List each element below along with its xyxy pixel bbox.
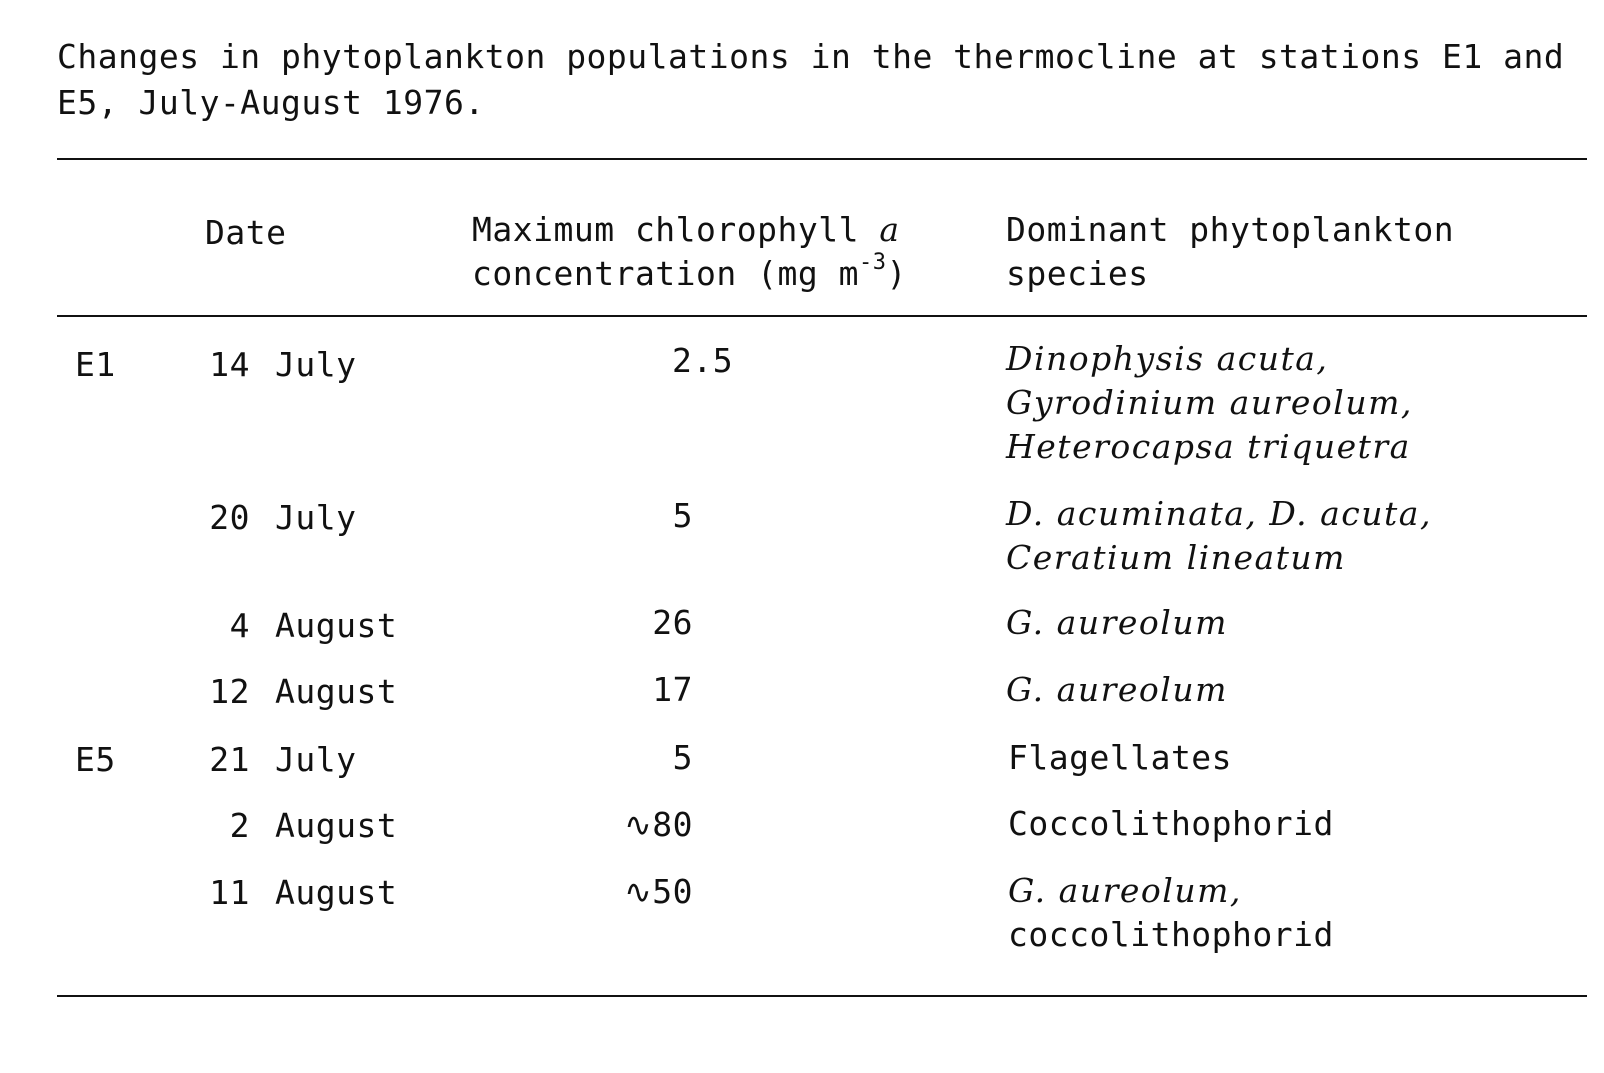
row-chlorophyll: 5 <box>672 738 693 777</box>
row-month: July <box>275 740 357 779</box>
header-species-line2: species <box>1006 254 1149 293</box>
row-day: 20 <box>209 498 250 537</box>
header-concentration-text: concentration (mg m <box>472 254 859 293</box>
row-chlorophyll: 26 <box>652 603 693 642</box>
row-day: 4 <box>229 606 250 645</box>
row-chlorophyll: ∿80 <box>624 805 693 844</box>
row-species-line: Ceratium lineatum <box>1006 538 1346 577</box>
row-species-line: G. aureolum <box>1006 670 1228 709</box>
row-chlorophyll: 2.5 <box>672 341 734 380</box>
row-species-line: D. acuminata, D. acuta, <box>1006 494 1432 533</box>
header-species-line1: Dominant phytoplankton <box>1006 210 1455 249</box>
row-species-line: G. aureolum <box>1006 603 1228 642</box>
row-species-line: Flagellates <box>1008 738 1233 777</box>
row-day: 14 <box>209 345 250 384</box>
header-concentration-close: ) <box>886 254 907 293</box>
header-date: Date <box>205 213 287 252</box>
header-chlorophyll-line1 <box>472 208 901 252</box>
row-species-line <box>1008 869 1242 913</box>
row-month: August <box>275 606 398 645</box>
row-day: 11 <box>209 873 250 912</box>
header-rule <box>57 315 1587 317</box>
row-day: 2 <box>229 806 250 845</box>
top-rule <box>57 158 1587 160</box>
row-species-line: Dinophysis acuta, <box>1006 339 1329 378</box>
header-chlorophyll-line2 <box>472 252 907 296</box>
station-label: E5 <box>75 740 116 779</box>
station-label: E1 <box>75 345 116 384</box>
row-species-line: coccolithophorid <box>1008 915 1334 954</box>
header-chlorophyll-text: Maximum chlorophyll <box>472 210 880 249</box>
bottom-rule <box>57 995 1587 997</box>
row-species-line: Coccolithophorid <box>1008 804 1334 843</box>
row-species-italic: G. aureolum, <box>1008 871 1242 910</box>
row-month: August <box>275 806 398 845</box>
header-concentration-exponent: -3 <box>859 250 887 275</box>
row-chlorophyll: 17 <box>652 670 693 709</box>
row-species-line: Heterocapsa triquetra <box>1006 427 1411 466</box>
row-chlorophyll: 5 <box>672 496 693 535</box>
table-caption: Changes in phytoplankton populations in the thermocline at stations E1 and E5, July-August 1976. <box>57 37 1585 122</box>
row-month: August <box>275 672 398 711</box>
row-day: 21 <box>209 740 250 779</box>
row-day: 12 <box>209 672 250 711</box>
row-chlorophyll: ∿50 <box>624 872 693 911</box>
row-month: July <box>275 345 357 384</box>
header-chlorophyll-italic: a <box>879 210 901 249</box>
row-month: July <box>275 498 357 537</box>
row-month: August <box>275 873 398 912</box>
row-species-line: Gyrodinium aureolum, <box>1006 383 1413 422</box>
